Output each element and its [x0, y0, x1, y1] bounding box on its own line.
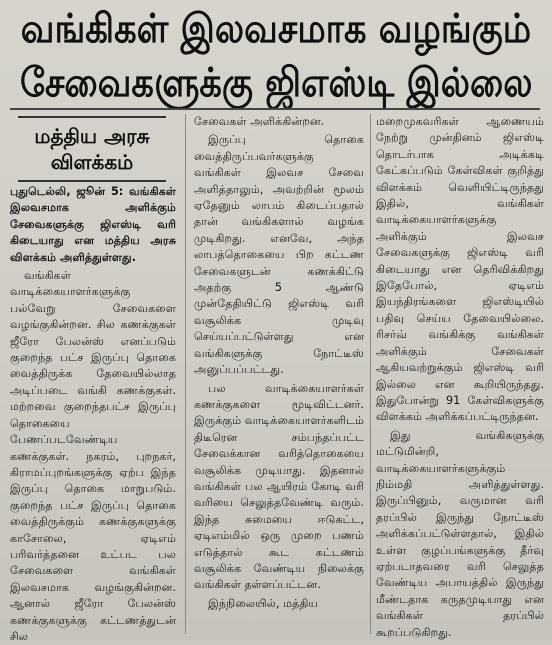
- subheading-box: [18, 116, 166, 182]
- article-column-1: [10, 184, 176, 643]
- article-paragraph: பல வாடிக்கையாளர்கள் கணக்குகளை மூடிவிட்டனர். இருக்கும் வாடிக்கையாளர்களிடம் திடீரென சம்பந்தப்பட்ட சேவைக்கான வரித்தொகையை வசூலிக்க முடியாது. இதனால் வங்கிகள் பல ஆயிரம் கோடி வரி வரியை செலுத்தவேண்டி வரும். இந்த சுமையை ஈடுகட்ட, ஏடிஎம்மில் ஒரு முறை பணம் எடுத்தால் கூட கட்டணம் வசூலிக்க வேண்டிய நிலைக்கு வங்கிகள் தள்ளப்பட்டன.: [194, 381, 365, 592]
- article-paragraph: இருப்பு தொகை வைத்திருப்பவர்களுக்கு வங்கிகள் இலவச சேவை அளித்தாலும், அவற்றின் மூலம் ஏதேனும் லாபம் கிடைப்பதால் தான் வங்கிகளால் வழங்க முடிகிறது. எனவே, அந்த லாபத்தொகையை பிற கட்டண சேவைகளுடன் கணக்கிட்டு அதற்கு 5 ஆண்டு முன்தேதியிட்டு ஜிஎஸ்டி வரி வசூலிக்க முடிவு செய்யப்பட்டுள்ளது என வங்கிகளுக்கு நோட்டீஸ் அனுப்பப்பட்டது.: [194, 133, 364, 377]
- subheading-line-1: மத்திய அரசு: [34, 124, 150, 148]
- headline-rule: [10, 108, 540, 110]
- column-divider: [370, 114, 371, 634]
- headline: [8, 4, 544, 108]
- column-divider: [185, 114, 186, 634]
- article-column-2: [194, 114, 364, 636]
- article-paragraph: சேவைகள் அளிக்கின்றன.: [194, 115, 325, 128]
- article-paragraph: இந்நிலையில், மத்திய: [208, 596, 319, 610]
- article-column-3: [376, 114, 544, 639]
- article-paragraph: இது வங்கிகளுக்கு மட்டுமின்றி, வாடிக்கையாளர்களுக்கும் நிம்மதி அளித்துள்ளது. இருப்பினும், வருமான வரி தரப்பில் இருந்து நோட்டீஸ் அளிக்கப்பட்டுள்ளதால், இதில் உள்ள குழப்பங்களுக்கு தீர்வு ஏற்படாதவரை வரி செலுத்த வேண்டிய அபாயத்தில் இருந்து மீண்டதாக கருதமுடியாது என வங்கிகள் தரப்பில் கூறப்படுகிறது.: [376, 428, 544, 639]
- headline-line-1: வங்கிகள் இலவசமாக வழங்கும்: [20, 6, 532, 52]
- article-paragraph: புதுடெல்லி, ஜூன் 5: வங்கிகள் இலவசமாக அளிக்கும் சேவைகளுக்கு ஜிஎஸ்டி வரி கிடையாது என மத்திய அரசு விளக்கம் அளித்துள்ளது.: [10, 185, 176, 264]
- article-paragraph: வங்கிகள் வாடிக்கையாளர்களுக்கு பல்வேறு சேவைகளை வழங்குகின்றன. சில கணக்குகள் ஜீரோ பேலன்ஸ் எனப்படும் குறைந்த பட்ச இருப்பு தொகை வைத்திருக்க தேவையில்லாத அடிப்படை வங்கி கணக்குகள். மற்றவை குறைந்தபட்ச இருப்பு தொகையை பேணப்படவேண்டிய கணக்குகள். நகரம், புறநகர், கிராமப்புறங்களுக்கு ஏற்ப இந்த இருப்பு தொகை மாறுபடும். குறைந்த பட்ச இருப்பு தொகை வைத்திருக்கும் கணக்குகளுக்கு காசோலை, ஏடிஎம் பரிவர்த்தனை உட்பட பல சேவைகளை வங்கிகள் இலவசமாக வழங்குகின்றன. ஆனால் ஜீரோ பேலன்ஸ் கணக்குகளுக்கு கட்டணத்துடன் சில: [10, 269, 176, 643]
- subheading-line-2: விளக்கம்: [50, 150, 134, 174]
- article-paragraph: மறைமுகவரிகள் ஆணையம் நேற்று முன்தினம் ஜிஎஸ்டி தொடர்பாக அடிக்கடி கேட்கப்படும் கேள்விகள் குறித்து விளக்கம் வெளியிட்டிருந்தது இதில், வங்கிகள் வாடிக்கையாளர்களுக்கு அளிக்கும் இலவச சேவைகளுக்கு ஜிஎஸ்டி வரி கிடையாது என தெரிவிக்கிறது இதேபோல், ஏடிஎம் இயந்திரங்களை ஜிஎஸ்டியில் பதிவு செய்ய தேவையில்லை. ரிசர்வ் வங்கிக்கு வங்கிகள் அளிக்கும் சேவைகள் ஆகியவற்றுக்கும் ஜிஎஸ்டி வரி இல்லை என கூறியிருந்தது. இதுபோன்று 91 கேள்விகளுக்கு விளக்கம் அளிக்கப்பட்டிருந்தன.: [376, 115, 544, 424]
- headline-line-2: சேவைகளுக்கு ஜிஎஸ்டி இல்லை: [19, 60, 533, 106]
